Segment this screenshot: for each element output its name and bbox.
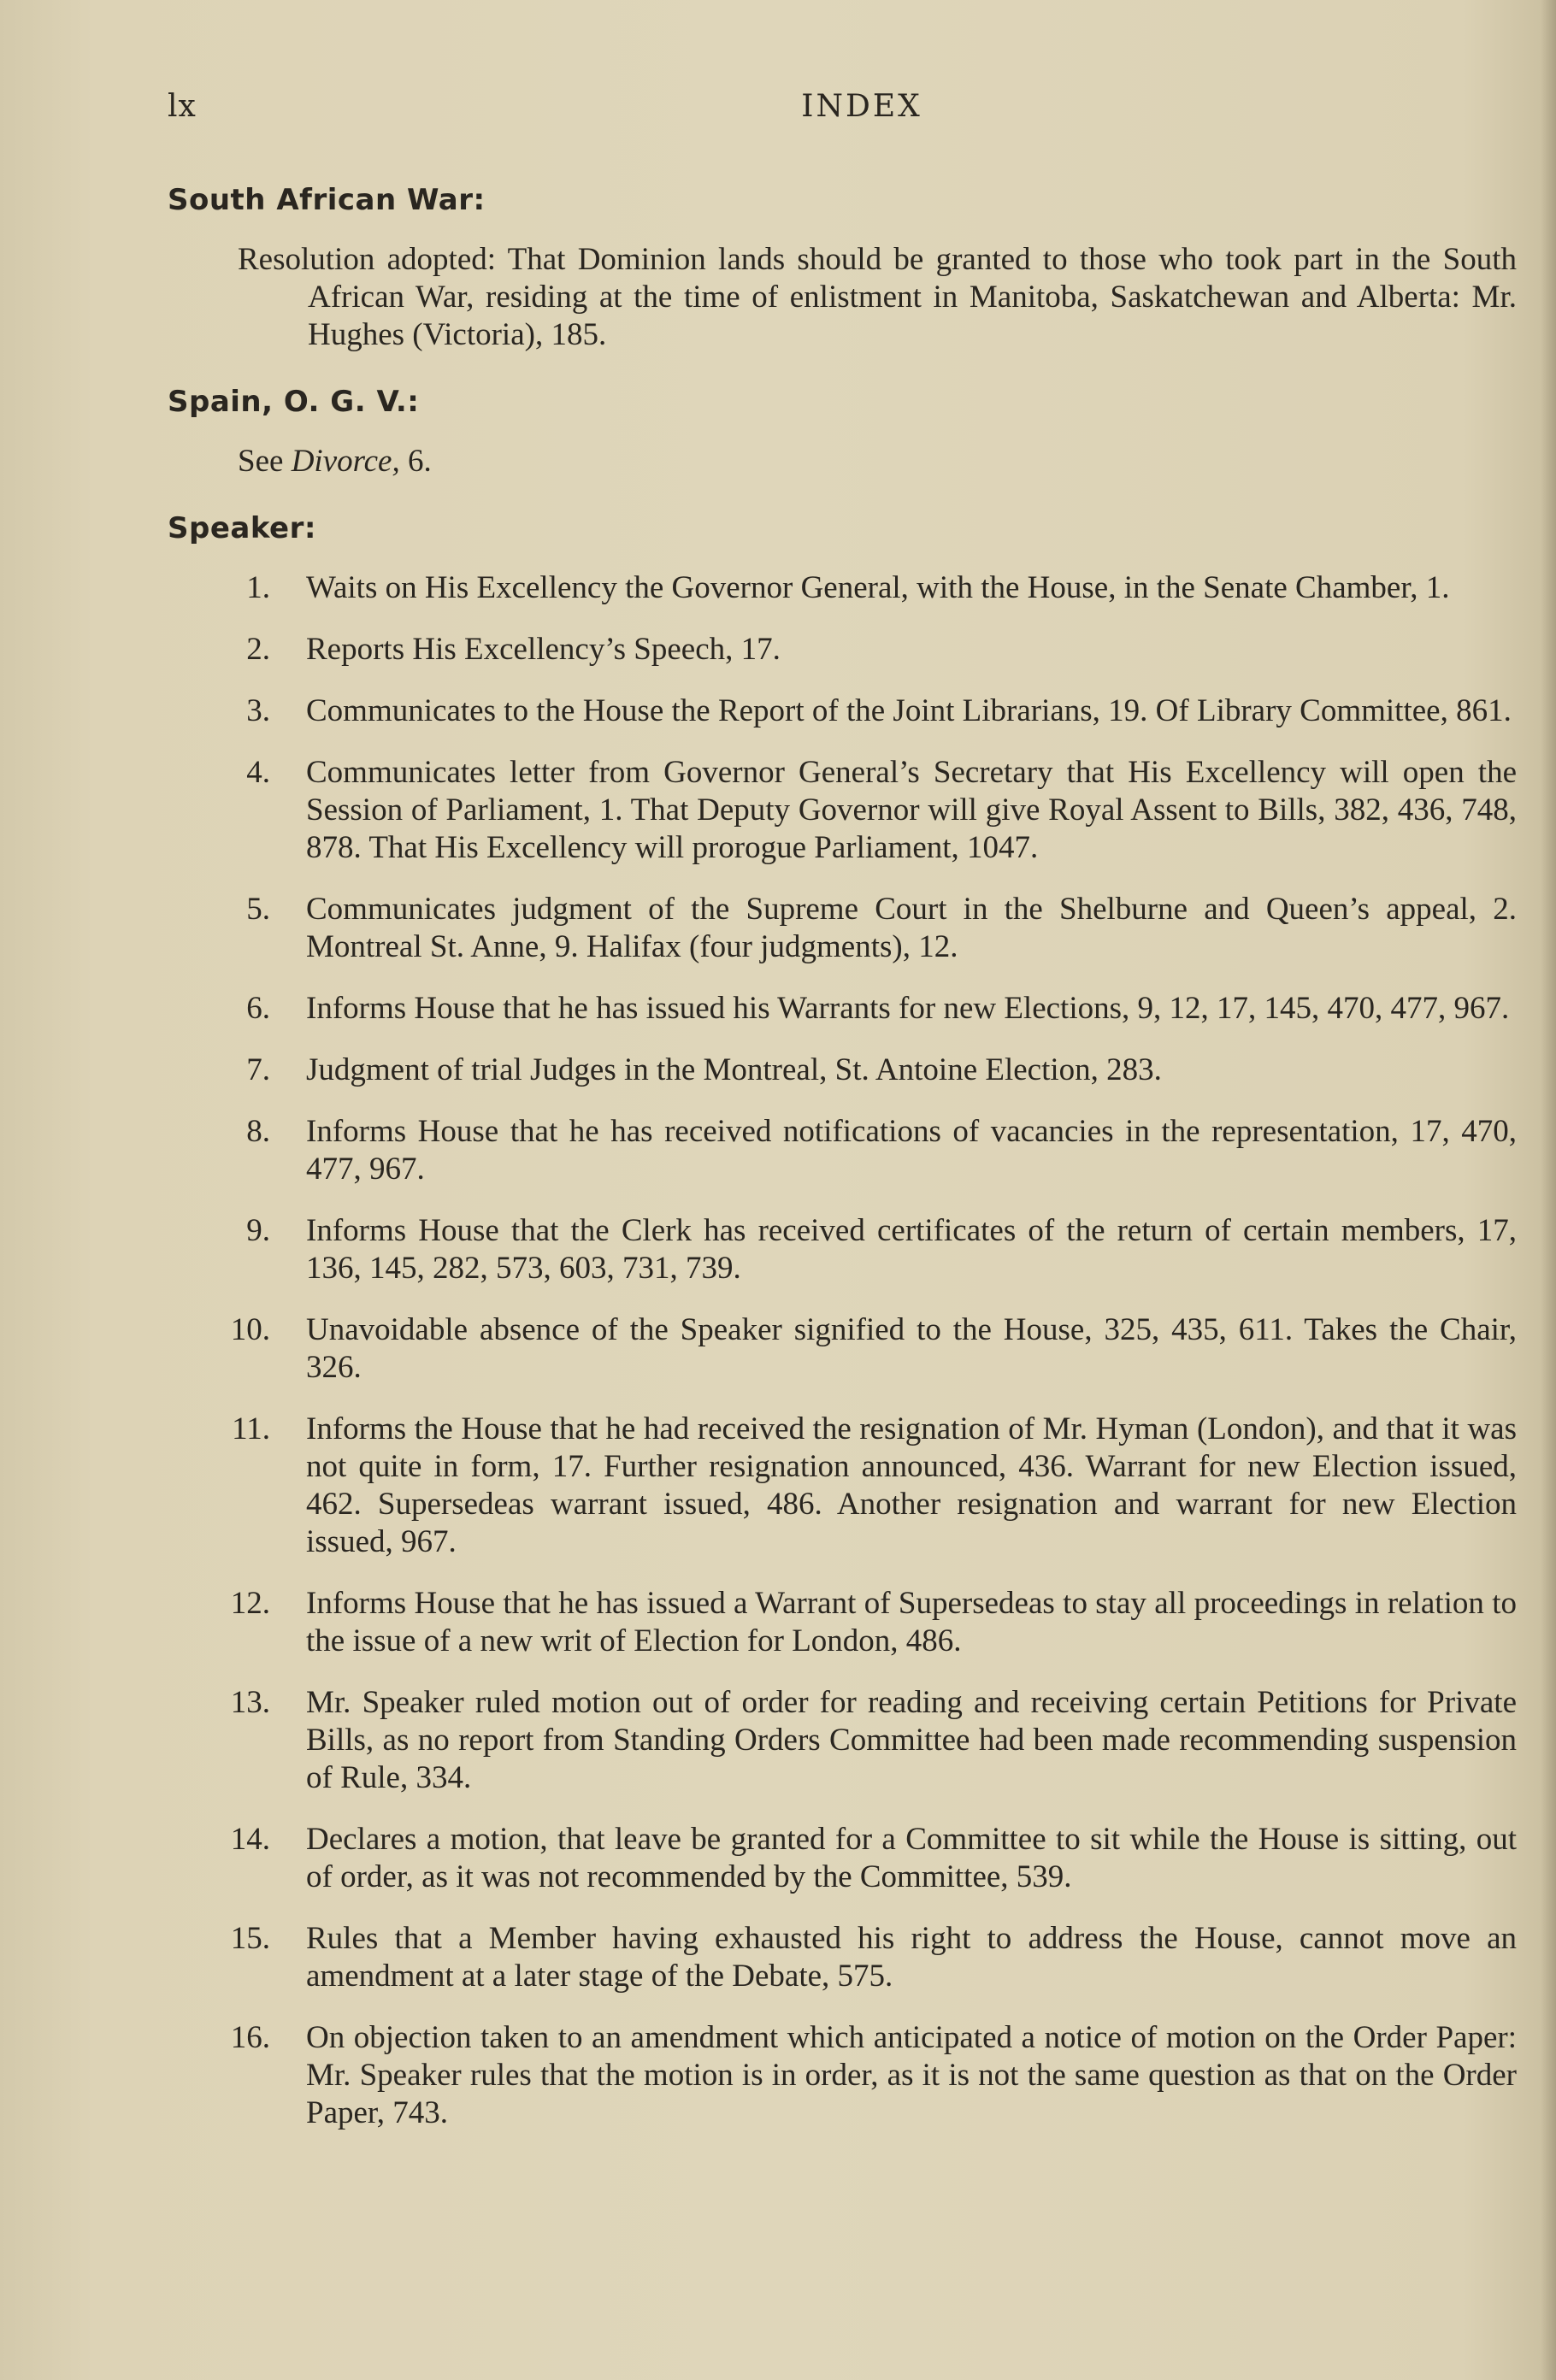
- page-number: lx: [168, 89, 197, 124]
- running-title: INDEX: [801, 89, 922, 124]
- item-text: Informs the House that he had received the resignation of Mr. Hyman (London), and that it was not quite in form, 17. Further resignation announced, 436. Warrant for new Election issued, 462. Supersedeas warrant issued, 486. Another resignation and warrant for new Election issued, 967.: [306, 1411, 1517, 1559]
- see-prefix: See: [238, 444, 284, 479]
- item-number: 5.: [246, 892, 270, 927]
- item-text: Rules that a Member having exhausted his right to address the House, cannot move an amendment at a later stage of the Debate, 575.: [306, 1921, 1517, 1994]
- list-item: [168, 1212, 1517, 1287]
- section-heading: South African War:: [168, 183, 486, 217]
- list-item: [168, 1113, 1517, 1188]
- item-text: Mr. Speaker ruled motion out of order for reading and receiving certain Petitions for Private Bills, as no report from Standing Orders Committee had been made recommending suspension of Rule, 334.: [306, 1685, 1517, 1795]
- list-item: [168, 1585, 1517, 1660]
- item-number: 12.: [230, 1586, 270, 1621]
- list-item: [168, 754, 1517, 867]
- list-item: [168, 1311, 1517, 1387]
- page-edge-shadow: [1541, 0, 1556, 2380]
- item-number: 14.: [230, 1822, 270, 1857]
- section-heading: Spain, O. G. V.:: [168, 385, 420, 419]
- page-header: [168, 89, 1522, 130]
- item-text: Declares a motion, that leave be granted for a Committee to sit while the House is sitting, out of order, as it was not recommended by the Committee, 539.: [306, 1822, 1517, 1894]
- item-number: 13.: [230, 1685, 270, 1720]
- item-text: Informs House that he has issued his Warrants for new Elections, 9, 12, 17, 145, 470, 477, 967.: [306, 991, 1510, 1026]
- item-number: 6.: [246, 991, 270, 1026]
- item-text: Informs House that he has received notifications of vacancies in the representation, 17, 470, 477, 967.: [306, 1114, 1517, 1187]
- list-item: [168, 1684, 1517, 1797]
- item-number: 8.: [246, 1114, 270, 1149]
- list-item: [168, 1411, 1517, 1561]
- item-text: Reports His Excellency’s Speech, 17.: [306, 632, 781, 667]
- item-text: Informs House that the Clerk has received certificates of the return of certain members, 17, 136, 145, 282, 573, 603, 731, 739.: [306, 1213, 1517, 1286]
- list-item: [168, 1920, 1517, 1995]
- section-spain: [168, 383, 1517, 480]
- see-reference: [168, 443, 1517, 480]
- list-item: [168, 891, 1517, 966]
- list-item: [168, 990, 1517, 1028]
- item-text: Waits on His Excellency the Governor General, with the House, in the Senate Chamber, 1.: [306, 570, 1450, 605]
- list-item: [168, 692, 1517, 730]
- section-south-african-war: [168, 181, 1517, 354]
- entry-paragraph: Resolution adopted: That Dominion lands should be granted to those who took part in the South African War, residing at the time of enlistment in Manitoba, Saskatchewan and Alberta: Mr. Hughes (Victoria), 185.: [238, 242, 1517, 352]
- item-number: 15.: [230, 1921, 270, 1956]
- item-number: 7.: [246, 1052, 270, 1087]
- item-text: Unavoidable absence of the Speaker signified to the House, 325, 435, 611. Takes the Chair, 326.: [306, 1312, 1517, 1385]
- list-item: [168, 631, 1517, 669]
- item-text: Communicates to the House the Report of the Joint Librarians, 19. Of Library Committee, 861.: [306, 693, 1512, 728]
- item-number: 11.: [232, 1411, 270, 1446]
- speaker-items-list: [168, 569, 1517, 2132]
- item-number: 2.: [246, 632, 270, 667]
- item-text: On objection taken to an amendment which anticipated a notice of motion on the Order Paper: Mr. Speaker rules that the motion is in order, as it is not the same question as that on the Order Paper, 743.: [306, 2020, 1517, 2130]
- item-number: 1.: [246, 570, 270, 605]
- item-number: 10.: [230, 1312, 270, 1347]
- section-speaker: [168, 510, 1517, 2132]
- item-text: Communicates letter from Governor General’s Secretary that His Excellency will open the Session of Parliament, 1. That Deputy Governor will give Royal Assent to Bills, 382, 436, 748, 878. That His Excellency will prorogue Parliament, 1047.: [306, 755, 1517, 865]
- list-item: [168, 569, 1517, 607]
- see-target-link[interactable]: Divorce,: [291, 444, 400, 479]
- section-heading: Speaker:: [168, 511, 316, 545]
- item-number: 9.: [246, 1213, 270, 1248]
- item-number: 4.: [246, 755, 270, 790]
- item-number: 16.: [230, 2020, 270, 2055]
- list-item: [168, 1052, 1517, 1089]
- item-text: Judgment of trial Judges in the Montreal, St. Antoine Election, 283.: [306, 1052, 1162, 1087]
- index-content: [168, 181, 1517, 2156]
- list-item: [168, 2019, 1517, 2132]
- item-text: Communicates judgment of the Supreme Court in the Shelburne and Queen’s appeal, 2. Montreal St. Anne, 9. Halifax (four judgments), 12.: [306, 892, 1517, 964]
- item-number: 3.: [246, 693, 270, 728]
- see-page: 6.: [407, 444, 432, 479]
- list-item: [168, 1821, 1517, 1896]
- item-text: Informs House that he has issued a Warrant of Supersedeas to stay all proceedings in relation to the issue of a new writ of Election for London, 486.: [306, 1586, 1517, 1658]
